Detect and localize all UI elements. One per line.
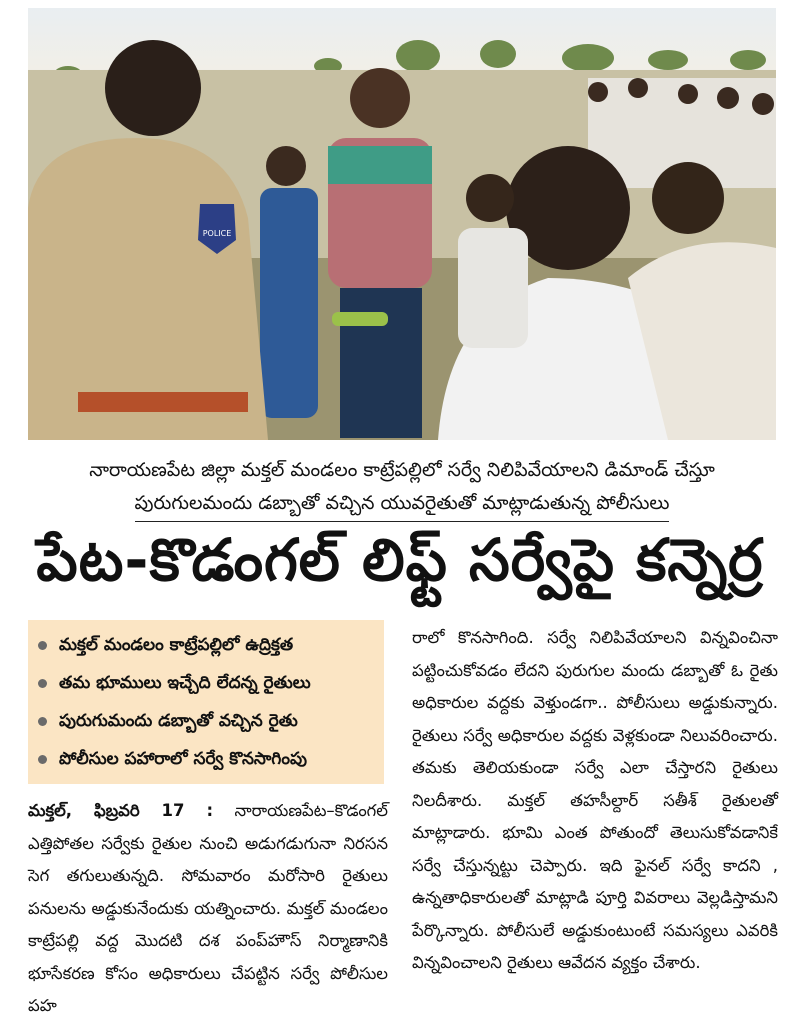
highlight-item: [38, 664, 374, 702]
bullet-icon: [38, 641, 47, 650]
bullet-icon: [38, 679, 47, 688]
article-text-left: నారాయణపేట–కొడంగల్ ఎత్తిపోతల సర్వేకు రైతుల నుంచి అడుగడుగునా నిరసన సెగ తగులుతున్నది. సోమవారం మరోసారి రైతులు పనులను అడ్డుకునేందుకు యత్నించారు. మక్తల్ మండలం కాట్రేపల్లి వద్ద మొదటి దశ పంప్‌హౌస్ నిర్మాణానికి భూసేకరణ కోసం అధికారులు చేపట్టిన సర్వే పోలీసుల పహ: [28, 801, 388, 1015]
caption-line-2: పురుగులమందు డబ్బాతో వచ్చిన యువరైతుతో మాట్లాడుతున్న పోలీసులు: [135, 487, 670, 522]
news-photo: [28, 8, 776, 440]
highlight-text: పోలీసుల పహారాలో సర్వే కొనసాగింపు: [59, 749, 307, 769]
bullet-icon: [38, 717, 47, 726]
news-photo-illustration: [28, 8, 776, 440]
highlight-item: [38, 740, 374, 778]
highlights-box: [28, 620, 384, 784]
highlight-item: [38, 626, 374, 664]
article-text-right: రాలో కొనసాగింది. సర్వే నిలిపివేయాలని విన్నవించినా పట్టించుకోవడం లేదని పురుగుల మందు డబ్బాతో ఓ రైతు అధికారుల వద్దకు వెళ్తుండగా.. పోలీసులు అడ్డుకున్నారు. రైతులు సర్వే అధికారుల వద్దకు వెళ్లకుండా నిలువరించారు. తమకు తెలియకుండా సర్వే ఎలా చేస్తారని రైతులు నిలదీశారు. మక్తల్ తహసీల్దార్ సతీశ్ రైతులతో మాట్లాడారు. భూమి ఎంత పోతుందో తెలుసుకోవడానికే సర్వే చేస్తున్నట్టు చెప్పారు. ఇది ఫైనల్ సర్వే కాదని , ఉన్నతాధికారులతో మాట్లాడి పూర్తి వివరాలు వెల్లడిస్తామని పేర్కొన్నారు. పోలీసులే అడ్డుకుంటుంటే సమస్యలు ఎవరికి విన్నవించాలని రైతులు ఆవేదన వ్యక్తం చేశారు.: [412, 628, 778, 972]
photo-caption: [28, 454, 776, 522]
article-column-left: [28, 795, 388, 1023]
dateline: మక్తల్, ఫిబ్రవరి 17 :: [28, 801, 214, 820]
pesticide-bottle: [332, 312, 388, 326]
highlight-text: మక్తల్ మండలం కాట్రేపల్లిలో ఉద్రిక్తత: [59, 635, 294, 655]
police-badge-text: POLICE: [202, 229, 232, 238]
highlight-text: పురుగుమందు డబ్బాతో వచ్చిన రైతు: [59, 711, 298, 731]
highlight-item: [38, 702, 374, 740]
highlight-text: తమ భూములు ఇచ్చేది లేదన్న రైతులు: [59, 673, 311, 693]
caption-line-1: నారాయణపేట జిల్లా మక్తల్ మండలం కాట్రేపల్లిలో సర్వే నిలిపివేయాలని డిమాండ్ చేస్తూ: [89, 459, 715, 481]
headline: పేట-కొడంగల్ లిఫ్ట్ సర్వేపై కన్నెర్ర: [36, 526, 764, 594]
article-paragraph-left: [28, 795, 388, 1023]
bullet-icon: [38, 755, 47, 764]
article-column-right: [412, 622, 778, 980]
